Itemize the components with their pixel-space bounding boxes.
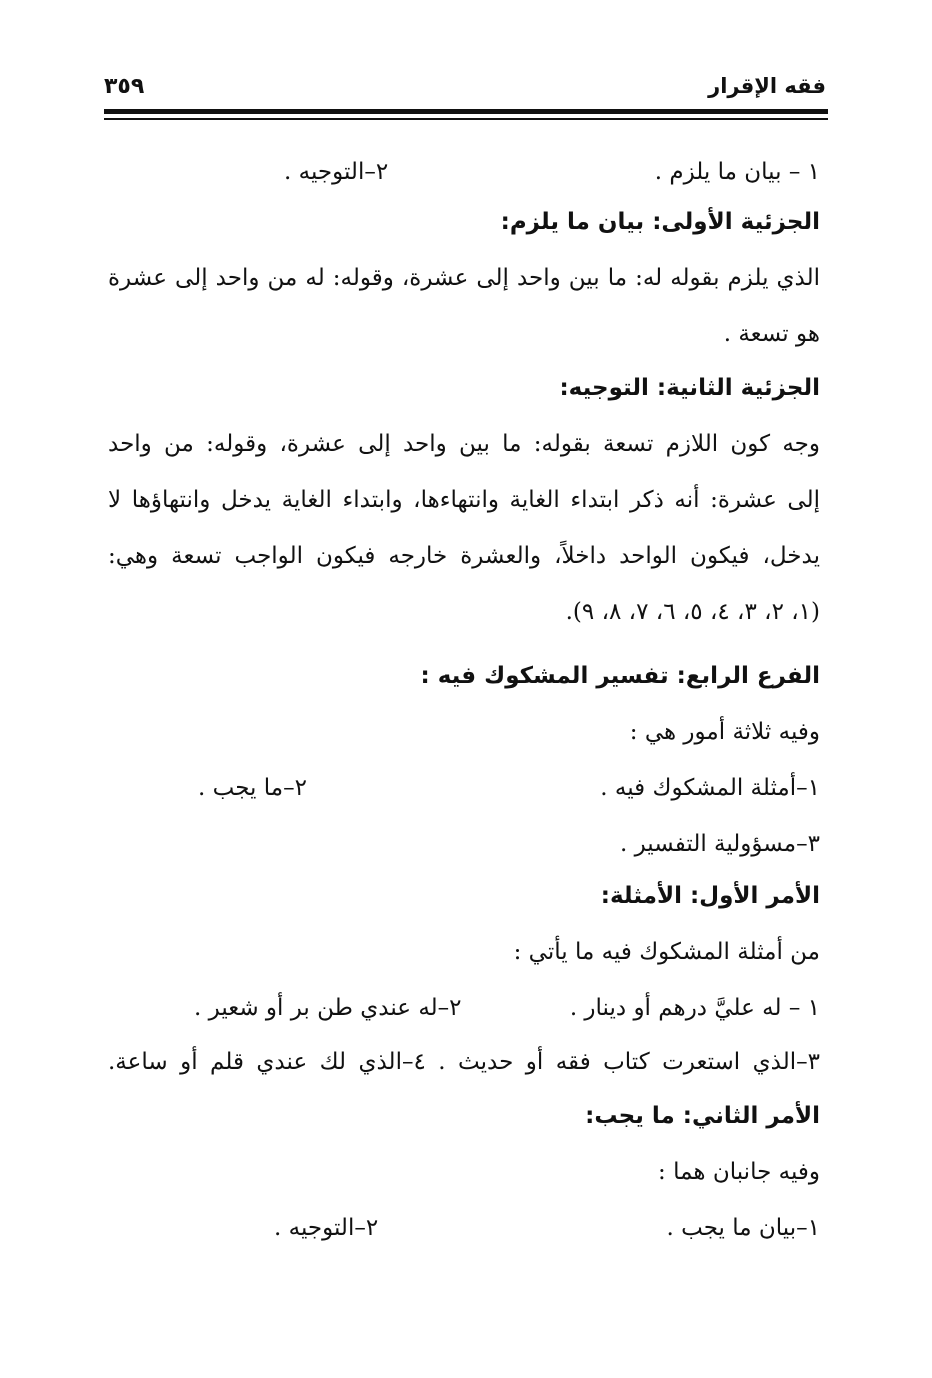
running-header [104,70,826,110]
list-item: ٢–التوجيه . [274,1215,379,1241]
list-item: ٣–الذي استعرت كتاب فقه أو حديث . ٤–الذي لك عندي قلم أو ساعة. [108,1049,820,1075]
header-title: فقه الإقرار [708,74,826,98]
list-item: ٢–ما يجب . [198,775,307,801]
paragraph-line: (١، ٢، ٣، ٤، ٥، ٦، ٧، ٨، ٩). [565,599,820,625]
list-item: ٢–التوجيه . [284,159,389,185]
page-number: ٣٥٩ [104,74,145,99]
paragraph-line: من أمثلة المشكوك فيه ما يأتي : [513,939,820,965]
header-rule-thick [104,109,828,114]
section-heading: الأمر الأول: الأمثلة: [600,883,820,909]
list-item: ٢–له عندي طن بر أو شعير . [194,995,462,1021]
list-item: ١–بيان ما يجب . [666,1215,820,1241]
list-item: ٣–مسؤولية التفسير . [619,831,820,857]
paragraph-line: هو تسعة . [723,321,820,347]
section-heading: الجزئية الأولى: بيان ما يلزم: [500,209,820,235]
list-item: ١ – بيان ما يلزم . [654,159,820,185]
header-rule-thin [104,118,828,120]
section-heading: الأمر الثاني: ما يجب: [585,1103,820,1129]
paragraph-line: وفيه ثلاثة أمور هي : [629,719,820,745]
paragraph-line: إلى عشرة: أنه ذكر ابتداء الغاية وانتهاءها، وابتداء الغاية يدخل وانتهاؤها لا [108,487,820,513]
section-heading: الفرع الرابع: تفسير المشكوك فيه : [420,663,820,689]
list-item: ١–أمثلة المشكوك فيه . [600,775,820,801]
paragraph-line: الذي يلزم بقوله له: ما بين واحد إلى عشرة، وقوله: له من واحد إلى عشرة [108,265,820,291]
list-item: ١ – له عليَّ درهم أو دينار . [569,995,820,1021]
section-heading: الجزئية الثانية: التوجيه: [559,375,820,401]
paragraph-line: يدخل، فيكون الواحد داخلاً، والعشرة خارجه فيكون الواجب تسعة وهي: [108,543,820,569]
paragraph-line: وفيه جانبان هما : [658,1159,820,1185]
paragraph-line: وجه كون اللازم تسعة بقوله: ما بين واحد إلى عشرة، وقوله: من واحد [108,431,820,457]
